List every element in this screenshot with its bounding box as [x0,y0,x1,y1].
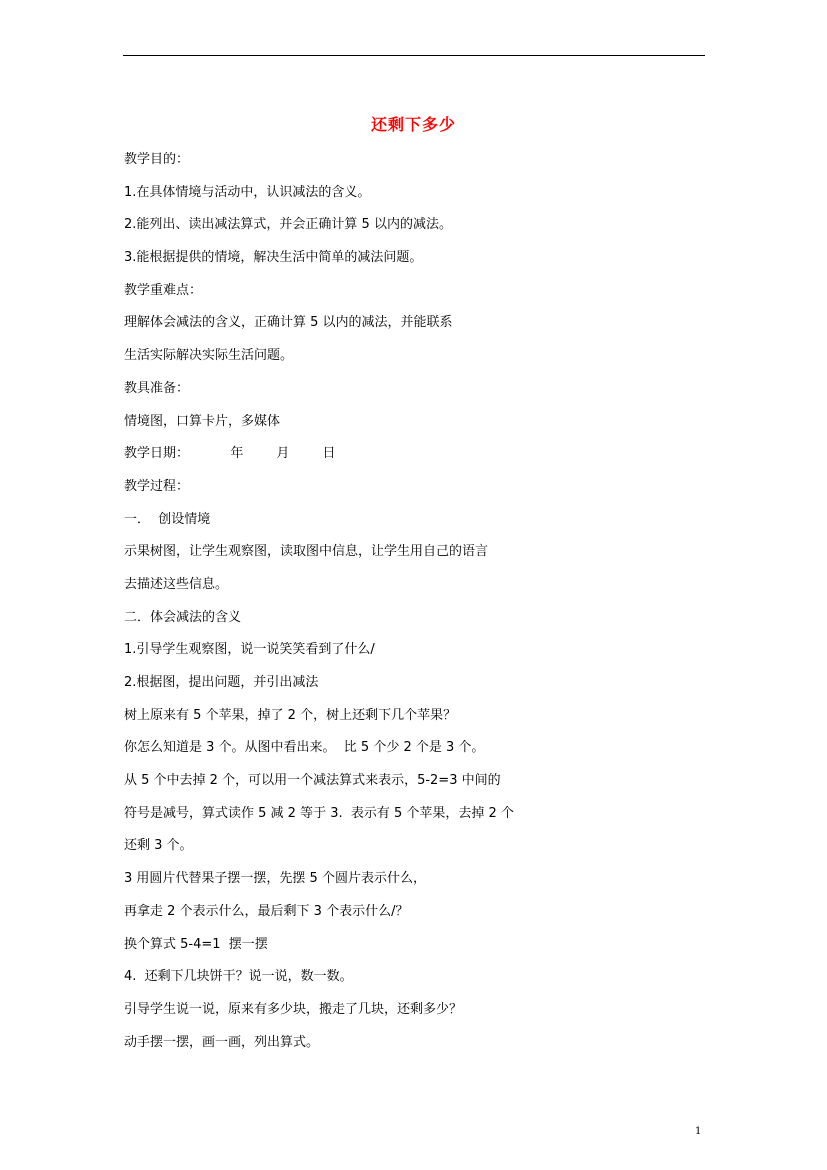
body-line: 再拿走 2 个表示什么，最后剩下 3 个表示什么/？ [124,903,409,919]
body-line: 3.能根据提供的情境，解决生活中简单的减法问题。 [124,250,423,266]
body-line: 换个算式 5-4=1 摆一摆 [124,936,268,952]
body-line: 引导学生说一说，原来有多少块，搬走了几块，还剩多少？ [124,1001,463,1017]
body-line: 理解体会减法的含义，正确计算 5 以内的减法，并能联系 [124,315,453,331]
document-title: 还剩下多少 [370,115,456,134]
body-line: 教学日期： 年 月 日 [124,446,336,462]
page-number: 1 [695,1126,702,1137]
body-line: 教学过程： [124,478,190,494]
body-line: 4. 还剩下几块饼干？说一说，数一数。 [124,969,353,985]
body-line: 教具准备： [124,380,190,396]
body-line: 教学目的： [124,152,190,167]
document-body [124,151,724,1066]
body-line: 一． 创设情境 [124,511,211,527]
body-line: 2.能列出、读出减法算式，并会正确计算 5 以内的减法。 [124,217,452,233]
body-line: 情境图，口算卡片，多媒体 [124,413,281,429]
body-line: 示果树图，让学生观察图，读取图中信息，让学生用自己的语言 [124,544,489,560]
body-line: 2.根据图，提出问题，并引出减法 [124,675,319,690]
body-line: 从 5 个中去掉 2 个，可以用一个减法算式来表示，5-2=3 中间的 [124,773,501,789]
body-line: 树上原来有 5 个苹果，掉了 2 个，树上还剩下几个苹果？ [124,707,457,723]
body-line: 还剩 3 个。 [124,838,193,854]
body-line: 符号是减号，算式读作 5 减 2 等于 3. 表示有 5 个苹果，去掉 2 个 [124,805,514,821]
header-rule [123,55,705,56]
body-line: 1.引导学生观察图，说一说笑笑看到了什么/ [124,642,375,658]
body-line: 3 用圆片代替果子摆一摆，先摆 5 个圆片表示什么， [124,871,426,887]
body-line: 去描述这些信息。 [124,576,229,592]
body-line: 动手摆一摆，画一画，列出算式。 [124,1034,320,1050]
body-line: 二．体会减法的含义 [124,609,242,625]
body-line: 你怎么知道是 3 个。从图中看出来。 比 5 个少 2 个是 3 个。 [124,740,485,756]
body-line: 教学重难点： [124,282,203,298]
body-line: 1.在具体情境与活动中，认识减法的含义。 [124,184,371,200]
body-line: 生活实际解决实际生活问题。 [124,348,294,364]
